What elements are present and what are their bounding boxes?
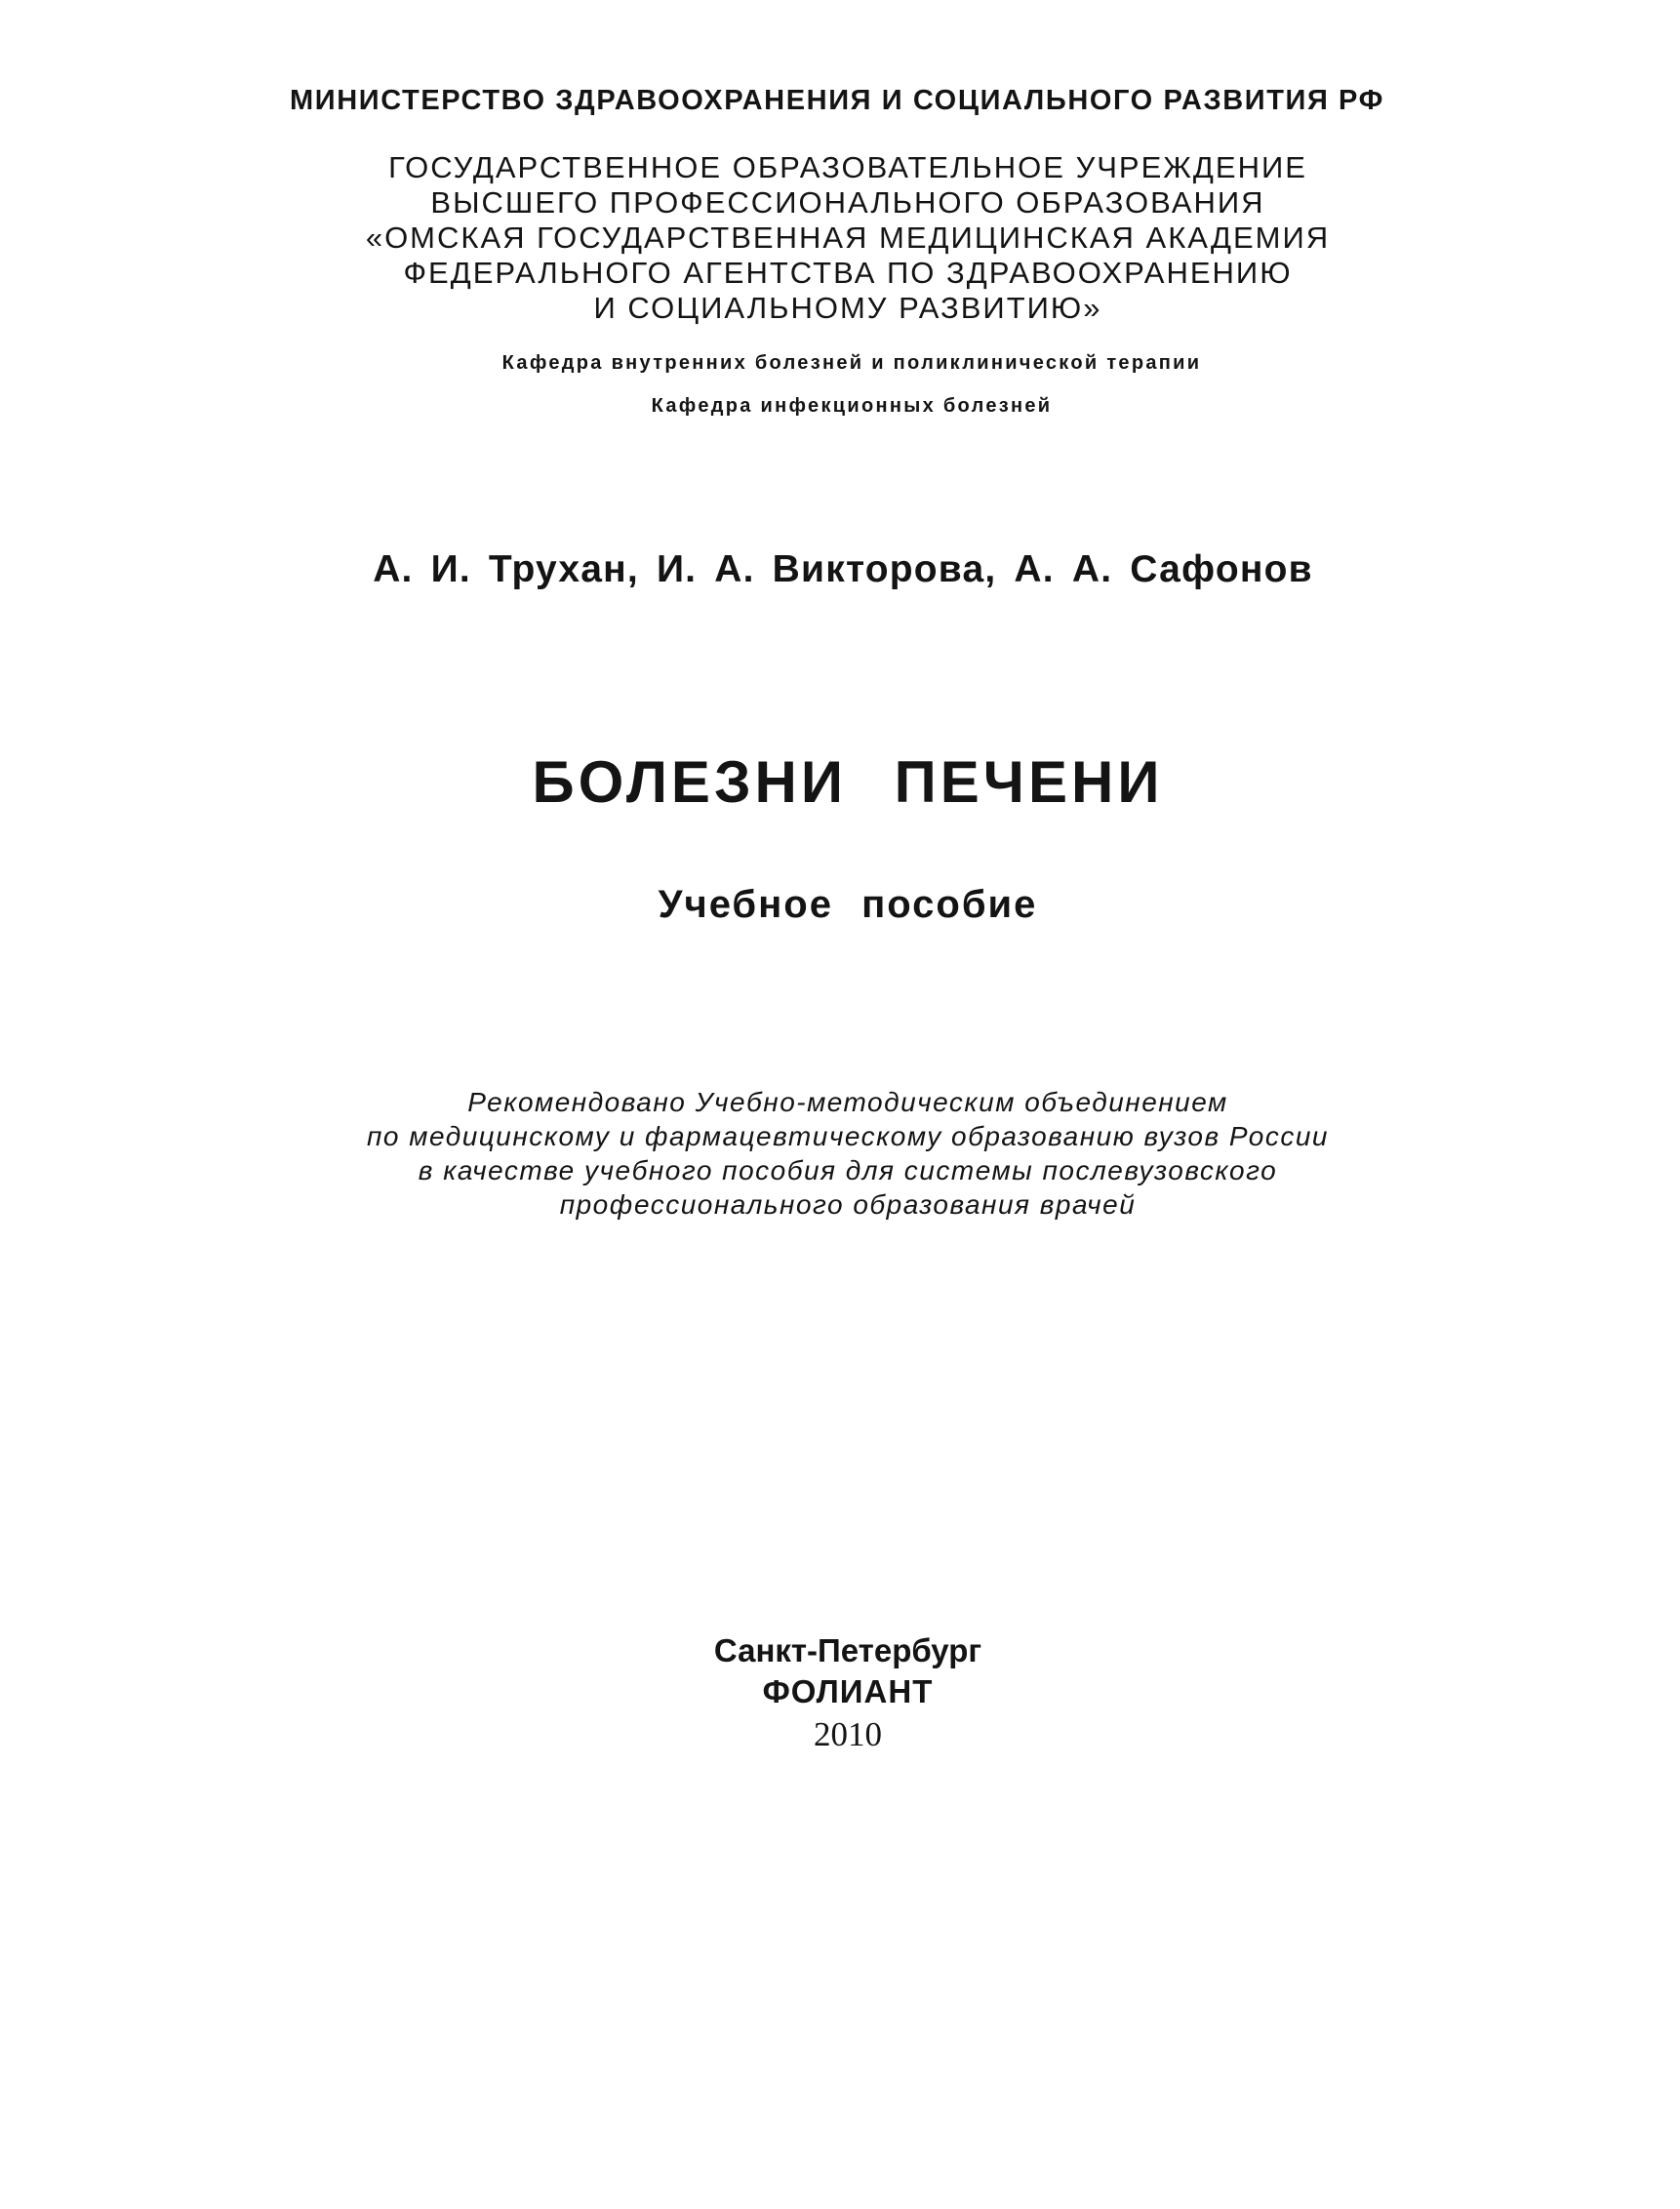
imprint-city: Санкт-Петербург (713, 1632, 982, 1668)
institution-line: ВЫСШЕГО ПРОФЕССИОНАЛЬНОГО ОБРАЗОВАНИЯ (430, 185, 1265, 220)
institution-line: «ОМСКАЯ ГОСУДАРСТВЕННАЯ МЕДИЦИНСКАЯ АКАДЕМИЯ (365, 221, 1331, 255)
institution-name (8, 150, 1680, 326)
department-internal-medicine: Кафедра внутренних болезней и поликлинической терапии (501, 352, 1202, 374)
book-subtitle: Учебное пособие (658, 883, 1038, 926)
recommendation-line: Рекомендовано Учебно-методическим объединением (467, 1087, 1228, 1117)
recommendation-line: профессионального образования врачей (559, 1189, 1137, 1220)
institution-line: ФЕДЕРАЛЬНОГО АГЕНТСТВА ПО ЗДРАВООХРАНЕНИЮ (403, 256, 1293, 290)
imprint-publisher: ФОЛИАНТ (762, 1673, 934, 1709)
recommendation-note (8, 1085, 1680, 1222)
ministry-name: МИНИСТЕРСТВО ЗДРАВООХРАНЕНИЯ И СОЦИАЛЬНОГО РАЗВИТИЯ РФ (290, 85, 1384, 116)
recommendation-line: по медицинскому и фармацевтическому образованию вузов России (367, 1121, 1329, 1151)
imprint-year: 2010 (814, 1715, 882, 1753)
institution-line: И СОЦИАЛЬНОМУ РАЗВИТИЮ» (593, 291, 1102, 325)
book-title: БОЛЕЗНИ ПЕЧЕНИ (532, 749, 1164, 815)
institution-line: ГОСУДАРСТВЕННОЕ ОБРАЗОВАТЕЛЬНОЕ УЧРЕЖДЕНИЕ (388, 150, 1307, 184)
recommendation-line: в качестве учебного пособия для системы послевузовского (418, 1155, 1278, 1185)
department-infectious-diseases: Кафедра инфекционных болезней (651, 395, 1053, 417)
authors: А. И. Трухан, И. А. Викторова, А. А. Сафонов (373, 548, 1313, 590)
